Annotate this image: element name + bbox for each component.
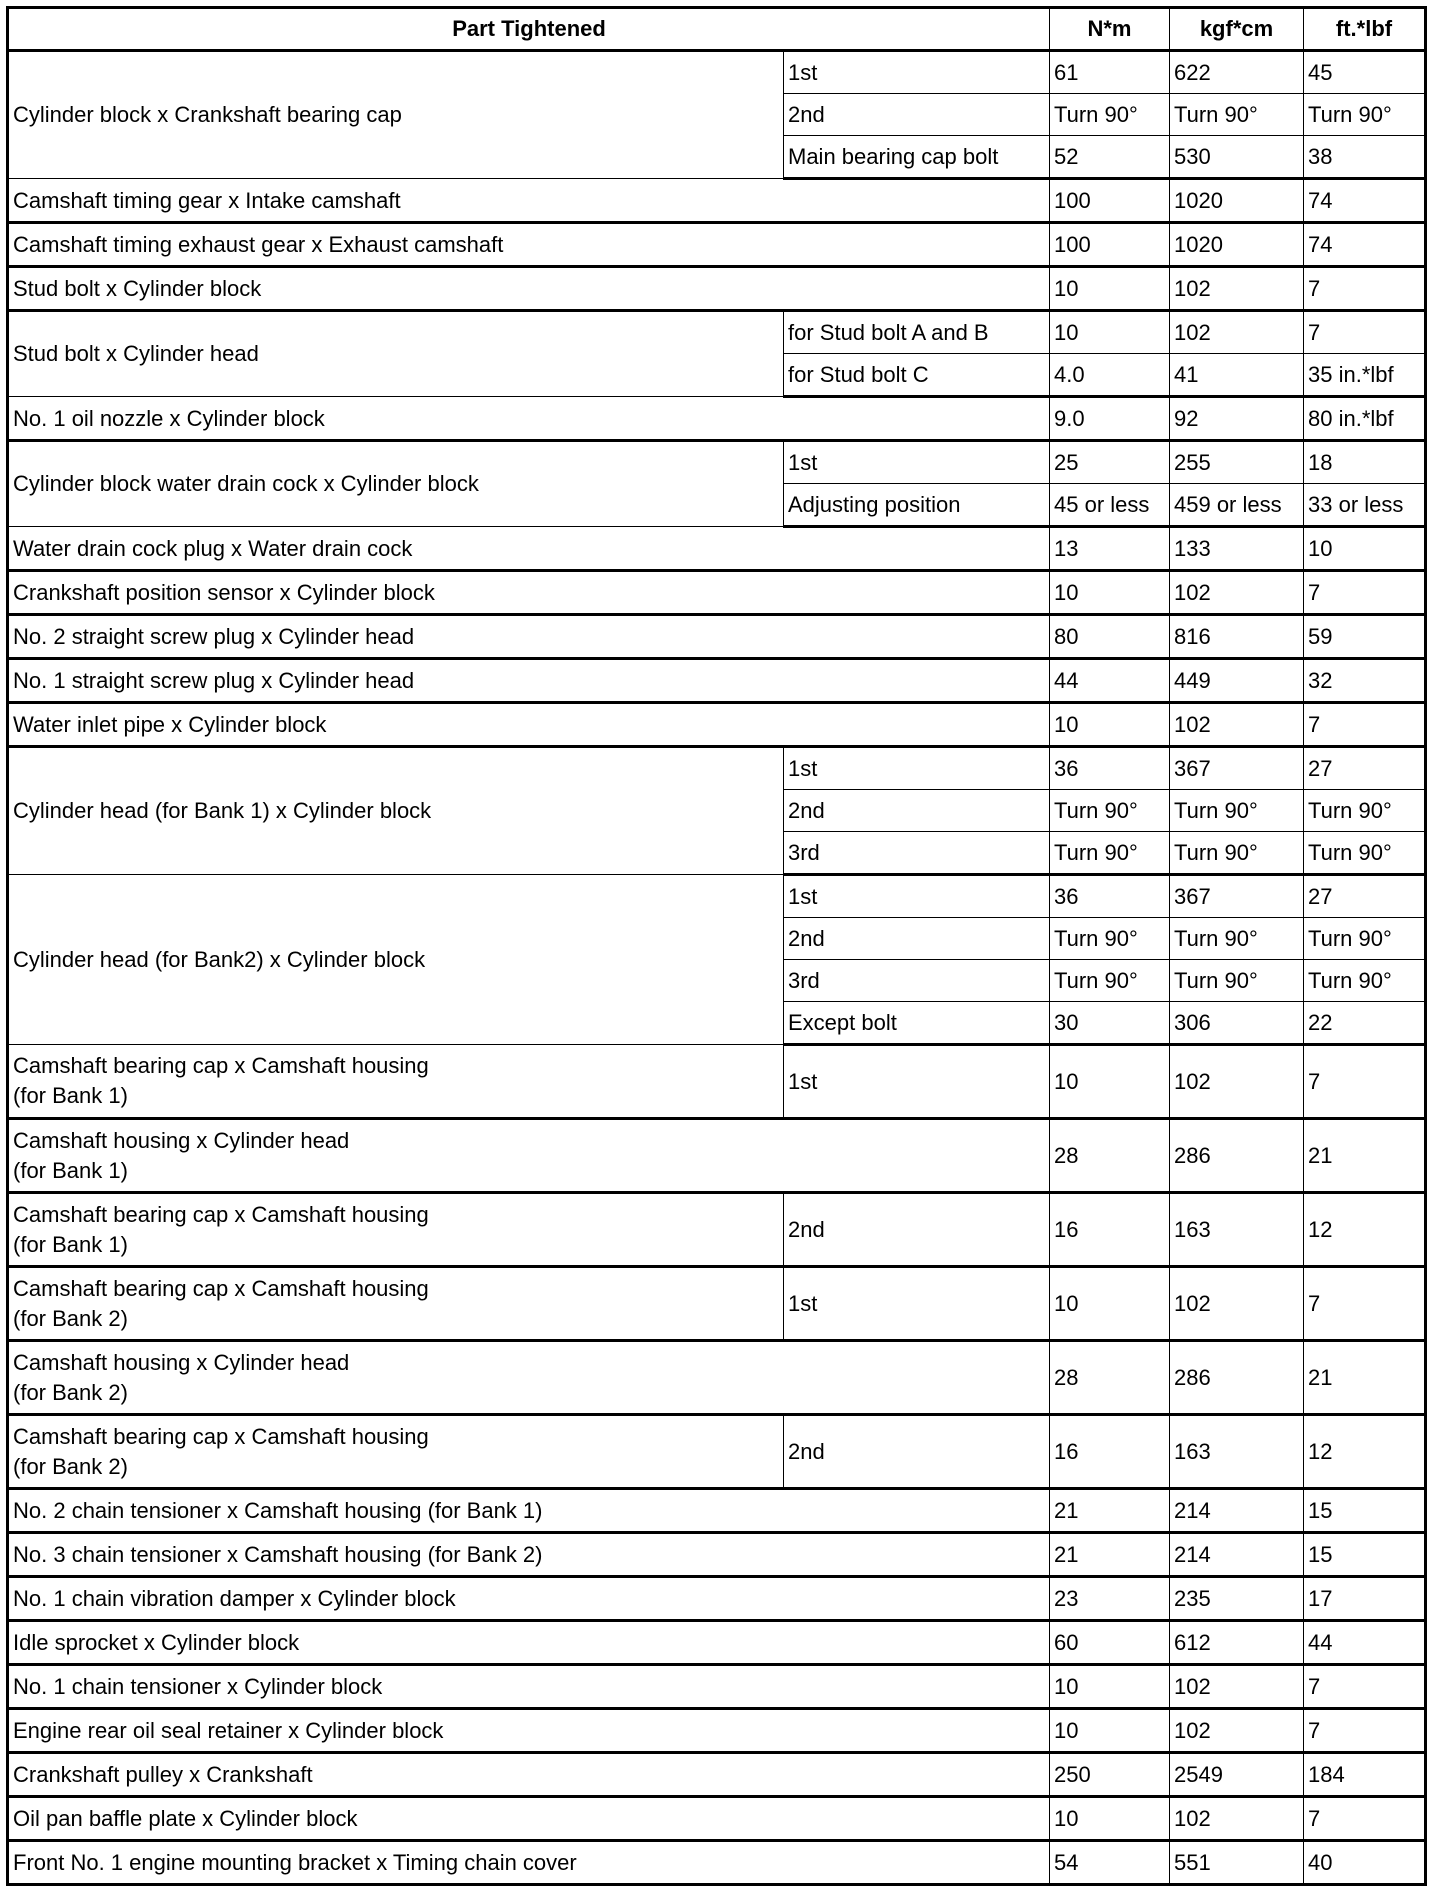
table-row — [8, 659, 1426, 703]
table-row — [8, 703, 1426, 747]
part-name-line: Camshaft bearing cap x Camshaft housing — [13, 1201, 429, 1227]
kgf-cm-cell: Turn 90° — [1170, 960, 1304, 1002]
part-tightened-cell — [8, 1267, 784, 1341]
kgf-cm-cell: 459 or less — [1170, 484, 1304, 527]
part-tightened-cell — [8, 1341, 1050, 1415]
kgf-cm-cell: 551 — [1170, 1841, 1304, 1885]
part-name-line: No. 3 chain tensioner x Camshaft housing (for Bank 2) — [13, 1541, 543, 1567]
part-name-line: No. 1 oil nozzle x Cylinder block — [13, 405, 325, 431]
ft-lbf-cell: 80 in.*lbf — [1304, 397, 1426, 441]
ft-lbf-cell: Turn 90° — [1304, 832, 1426, 875]
kgf-cm-cell: 102 — [1170, 1797, 1304, 1841]
part-tightened-cell — [8, 1665, 1050, 1709]
ft-lbf-cell: 44 — [1304, 1621, 1426, 1665]
ft-lbf-cell: 7 — [1304, 1709, 1426, 1753]
kgf-cm-cell: 367 — [1170, 747, 1304, 790]
ft-lbf-cell: Turn 90° — [1304, 790, 1426, 832]
nm-cell: 28 — [1050, 1119, 1170, 1193]
table-row — [8, 267, 1426, 311]
ft-lbf-cell: 38 — [1304, 136, 1426, 179]
step-cell: 3rd — [784, 832, 1050, 875]
table-row — [8, 1533, 1426, 1577]
part-name-line: No. 1 straight screw plug x Cylinder head — [13, 667, 415, 693]
nm-cell: Turn 90° — [1050, 94, 1170, 136]
nm-cell: 250 — [1050, 1753, 1170, 1797]
part-name-line: Camshaft timing gear x Intake camshaft — [13, 187, 401, 213]
part-name-line: Crankshaft pulley x Crankshaft — [13, 1761, 313, 1787]
table-row — [8, 441, 1426, 484]
table-header-row — [8, 8, 1426, 51]
step-cell: Except bolt — [784, 1002, 1050, 1045]
kgf-cm-cell: 612 — [1170, 1621, 1304, 1665]
part-tightened-cell — [8, 1045, 784, 1119]
ft-lbf-cell: 184 — [1304, 1753, 1426, 1797]
part-name-line: Engine rear oil seal retainer x Cylinder block — [13, 1717, 444, 1743]
table-row — [8, 1797, 1426, 1841]
header-part-tightened: Part Tightened — [8, 8, 1050, 51]
kgf-cm-cell: 214 — [1170, 1489, 1304, 1533]
step-cell: 3rd — [784, 960, 1050, 1002]
nm-cell: 10 — [1050, 267, 1170, 311]
part-tightened-cell — [8, 1119, 1050, 1193]
part-tightened-cell — [8, 267, 1050, 311]
kgf-cm-cell: 449 — [1170, 659, 1304, 703]
nm-cell: 10 — [1050, 1665, 1170, 1709]
nm-cell: 25 — [1050, 441, 1170, 484]
kgf-cm-cell: 1020 — [1170, 223, 1304, 267]
table-row — [8, 51, 1426, 94]
part-name-line: Idle sprocket x Cylinder block — [13, 1629, 300, 1655]
kgf-cm-cell: 102 — [1170, 1709, 1304, 1753]
ft-lbf-cell: 35 in.*lbf — [1304, 354, 1426, 397]
step-cell: 2nd — [784, 94, 1050, 136]
ft-lbf-cell: Turn 90° — [1304, 918, 1426, 960]
nm-cell: 36 — [1050, 875, 1170, 918]
part-tightened-cell — [8, 703, 1050, 747]
table-row — [8, 747, 1426, 790]
part-tightened-cell — [8, 1415, 784, 1489]
ft-lbf-cell: 15 — [1304, 1533, 1426, 1577]
kgf-cm-cell: 92 — [1170, 397, 1304, 441]
part-name-line: Camshaft timing exhaust gear x Exhaust camshaft — [13, 231, 504, 257]
header-kgf-cm: kgf*cm — [1170, 8, 1304, 51]
kgf-cm-cell: 306 — [1170, 1002, 1304, 1045]
ft-lbf-cell: 12 — [1304, 1415, 1426, 1489]
ft-lbf-cell: 27 — [1304, 875, 1426, 918]
ft-lbf-cell: 7 — [1304, 1665, 1426, 1709]
part-bank-line: (for Bank 1) — [13, 1231, 128, 1257]
table-row — [8, 1621, 1426, 1665]
kgf-cm-cell: 816 — [1170, 615, 1304, 659]
part-name-line: Oil pan baffle plate x Cylinder block — [13, 1805, 358, 1831]
part-tightened-cell — [8, 1753, 1050, 1797]
nm-cell: Turn 90° — [1050, 960, 1170, 1002]
table-row — [8, 223, 1426, 267]
part-tightened-cell — [8, 1797, 1050, 1841]
nm-cell: 21 — [1050, 1533, 1170, 1577]
step-cell: 1st — [784, 1045, 1050, 1119]
nm-cell: 44 — [1050, 659, 1170, 703]
ft-lbf-cell: 7 — [1304, 1797, 1426, 1841]
ft-lbf-cell: 74 — [1304, 223, 1426, 267]
nm-cell: 10 — [1050, 311, 1170, 354]
nm-cell: 54 — [1050, 1841, 1170, 1885]
kgf-cm-cell: 102 — [1170, 571, 1304, 615]
part-name-line: Camshaft bearing cap x Camshaft housing — [13, 1053, 429, 1078]
part-tightened-cell: Cylinder head (for Bank2) x Cylinder block — [8, 875, 784, 1045]
kgf-cm-cell: 530 — [1170, 136, 1304, 179]
kgf-cm-cell: Turn 90° — [1170, 918, 1304, 960]
table-row — [8, 1841, 1426, 1885]
ft-lbf-cell: 7 — [1304, 1267, 1426, 1341]
ft-lbf-cell: 59 — [1304, 615, 1426, 659]
part-bank-line: (for Bank 1) — [13, 1157, 128, 1183]
part-bank-line: (for Bank 2) — [13, 1379, 128, 1405]
nm-cell: 61 — [1050, 51, 1170, 94]
table-row — [8, 1119, 1426, 1193]
kgf-cm-cell: 286 — [1170, 1341, 1304, 1415]
kgf-cm-cell: 102 — [1170, 1665, 1304, 1709]
part-name-line: No. 2 straight screw plug x Cylinder head — [13, 623, 415, 649]
kgf-cm-cell: 367 — [1170, 875, 1304, 918]
table-row — [8, 1489, 1426, 1533]
nm-cell: 4.0 — [1050, 354, 1170, 397]
step-cell: 1st — [784, 747, 1050, 790]
step-cell: 1st — [784, 441, 1050, 484]
part-name-line: Water drain cock plug x Water drain cock — [13, 535, 413, 561]
kgf-cm-cell: 102 — [1170, 311, 1304, 354]
nm-cell: 10 — [1050, 571, 1170, 615]
nm-cell: 28 — [1050, 1341, 1170, 1415]
part-name-line: No. 1 chain vibration damper x Cylinder block — [13, 1585, 456, 1611]
part-tightened-cell — [8, 179, 1050, 223]
nm-cell: 9.0 — [1050, 397, 1170, 441]
part-tightened-cell — [8, 1577, 1050, 1621]
part-tightened-cell — [8, 1533, 1050, 1577]
table-row — [8, 179, 1426, 223]
header-ft-lbf: ft.*lbf — [1304, 8, 1426, 51]
step-cell: 1st — [784, 875, 1050, 918]
table-row — [8, 397, 1426, 441]
part-tightened-cell: Cylinder head (for Bank 1) x Cylinder block — [8, 747, 784, 875]
ft-lbf-cell: 21 — [1304, 1119, 1426, 1193]
nm-cell: Turn 90° — [1050, 918, 1170, 960]
torque-spec-table — [6, 6, 1427, 1886]
part-tightened-cell — [8, 1193, 784, 1267]
kgf-cm-cell: Turn 90° — [1170, 94, 1304, 136]
kgf-cm-cell: 102 — [1170, 1045, 1304, 1119]
step-cell: Adjusting position — [784, 484, 1050, 527]
part-name-line: Camshaft housing x Cylinder head — [13, 1127, 350, 1153]
header-nm: N*m — [1050, 8, 1170, 51]
nm-cell: 10 — [1050, 1709, 1170, 1753]
nm-cell: 60 — [1050, 1621, 1170, 1665]
ft-lbf-cell: 12 — [1304, 1193, 1426, 1267]
ft-lbf-cell: 7 — [1304, 267, 1426, 311]
nm-cell: 36 — [1050, 747, 1170, 790]
kgf-cm-cell: 622 — [1170, 51, 1304, 94]
step-cell: 1st — [784, 51, 1050, 94]
part-tightened-cell — [8, 527, 1050, 571]
kgf-cm-cell: 214 — [1170, 1533, 1304, 1577]
step-cell: 1st — [784, 1267, 1050, 1341]
table-row — [8, 571, 1426, 615]
ft-lbf-cell: 33 or less — [1304, 484, 1426, 527]
kgf-cm-cell: 163 — [1170, 1193, 1304, 1267]
ft-lbf-cell: 7 — [1304, 703, 1426, 747]
table-row — [8, 1193, 1426, 1267]
table-row — [8, 1665, 1426, 1709]
part-tightened-cell: Cylinder block water drain cock x Cylinder block — [8, 441, 784, 527]
part-tightened-cell — [8, 1709, 1050, 1753]
part-bank-line: (for Bank 1) — [13, 1083, 128, 1108]
part-name-line: Camshaft bearing cap x Camshaft housing — [13, 1423, 429, 1449]
nm-cell: 100 — [1050, 223, 1170, 267]
nm-cell: Turn 90° — [1050, 790, 1170, 832]
step-cell: for Stud bolt A and B — [784, 311, 1050, 354]
part-bank-line: (for Bank 2) — [13, 1453, 128, 1479]
part-tightened-cell — [8, 223, 1050, 267]
nm-cell: 30 — [1050, 1002, 1170, 1045]
nm-cell: 10 — [1050, 703, 1170, 747]
ft-lbf-cell: 15 — [1304, 1489, 1426, 1533]
table-row — [8, 1045, 1426, 1119]
part-name-line: No. 2 chain tensioner x Camshaft housing (for Bank 1) — [13, 1497, 543, 1523]
kgf-cm-cell: 163 — [1170, 1415, 1304, 1489]
ft-lbf-cell: 74 — [1304, 179, 1426, 223]
kgf-cm-cell: 286 — [1170, 1119, 1304, 1193]
table-row — [8, 1577, 1426, 1621]
step-cell: 2nd — [784, 1193, 1050, 1267]
table-row — [8, 311, 1426, 354]
kgf-cm-cell: 102 — [1170, 267, 1304, 311]
table-row — [8, 1267, 1426, 1341]
kgf-cm-cell: 1020 — [1170, 179, 1304, 223]
nm-cell: 16 — [1050, 1193, 1170, 1267]
step-cell: 2nd — [784, 790, 1050, 832]
ft-lbf-cell: 7 — [1304, 571, 1426, 615]
kgf-cm-cell: 133 — [1170, 527, 1304, 571]
part-tightened-cell — [8, 1489, 1050, 1533]
kgf-cm-cell: Turn 90° — [1170, 832, 1304, 875]
kgf-cm-cell: 41 — [1170, 354, 1304, 397]
part-tightened-cell — [8, 1621, 1050, 1665]
ft-lbf-cell: Turn 90° — [1304, 960, 1426, 1002]
nm-cell: 13 — [1050, 527, 1170, 571]
nm-cell: 45 or less — [1050, 484, 1170, 527]
kgf-cm-cell: Turn 90° — [1170, 790, 1304, 832]
ft-lbf-cell: 40 — [1304, 1841, 1426, 1885]
kgf-cm-cell: 102 — [1170, 1267, 1304, 1341]
step-cell: 2nd — [784, 1415, 1050, 1489]
table-row — [8, 1709, 1426, 1753]
ft-lbf-cell: 17 — [1304, 1577, 1426, 1621]
part-name-line: Water inlet pipe x Cylinder block — [13, 711, 327, 737]
table-row — [8, 1341, 1426, 1415]
nm-cell: 16 — [1050, 1415, 1170, 1489]
nm-cell: 21 — [1050, 1489, 1170, 1533]
ft-lbf-cell: 22 — [1304, 1002, 1426, 1045]
part-tightened-cell: Cylinder block x Crankshaft bearing cap — [8, 51, 784, 179]
ft-lbf-cell: Turn 90° — [1304, 94, 1426, 136]
nm-cell: 10 — [1050, 1267, 1170, 1341]
table-row — [8, 615, 1426, 659]
part-name-line: Crankshaft position sensor x Cylinder block — [13, 579, 435, 605]
ft-lbf-cell: 45 — [1304, 51, 1426, 94]
part-bank-line: (for Bank 2) — [13, 1305, 128, 1331]
ft-lbf-cell: 27 — [1304, 747, 1426, 790]
nm-cell: 23 — [1050, 1577, 1170, 1621]
ft-lbf-cell: 32 — [1304, 659, 1426, 703]
part-tightened-cell — [8, 615, 1050, 659]
part-tightened-cell: Stud bolt x Cylinder head — [8, 311, 784, 397]
nm-cell: 100 — [1050, 179, 1170, 223]
ft-lbf-cell: 10 — [1304, 527, 1426, 571]
ft-lbf-cell: 7 — [1304, 1045, 1426, 1119]
table-row — [8, 1753, 1426, 1797]
ft-lbf-cell: 21 — [1304, 1341, 1426, 1415]
ft-lbf-cell: 18 — [1304, 441, 1426, 484]
nm-cell: 10 — [1050, 1797, 1170, 1841]
part-name-line: Camshaft housing x Cylinder head — [13, 1349, 350, 1375]
step-cell: 2nd — [784, 918, 1050, 960]
part-tightened-cell — [8, 659, 1050, 703]
part-name-line: No. 1 chain tensioner x Cylinder block — [13, 1673, 383, 1699]
table-row — [8, 527, 1426, 571]
nm-cell: 80 — [1050, 615, 1170, 659]
table-row — [8, 1415, 1426, 1489]
nm-cell: Turn 90° — [1050, 832, 1170, 875]
kgf-cm-cell: 235 — [1170, 1577, 1304, 1621]
nm-cell: 10 — [1050, 1045, 1170, 1119]
part-name-line: Stud bolt x Cylinder block — [13, 275, 262, 301]
part-name-line: Camshaft bearing cap x Camshaft housing — [13, 1275, 429, 1301]
kgf-cm-cell: 255 — [1170, 441, 1304, 484]
ft-lbf-cell: 7 — [1304, 311, 1426, 354]
nm-cell: 52 — [1050, 136, 1170, 179]
kgf-cm-cell: 2549 — [1170, 1753, 1304, 1797]
part-tightened-cell — [8, 1841, 1050, 1885]
kgf-cm-cell: 102 — [1170, 703, 1304, 747]
part-tightened-cell — [8, 397, 1050, 441]
part-tightened-cell — [8, 571, 1050, 615]
table-row — [8, 875, 1426, 918]
step-cell: Main bearing cap bolt — [784, 136, 1050, 179]
step-cell: for Stud bolt C — [784, 354, 1050, 397]
part-name-line: Front No. 1 engine mounting bracket x Timing chain cover — [13, 1849, 577, 1875]
